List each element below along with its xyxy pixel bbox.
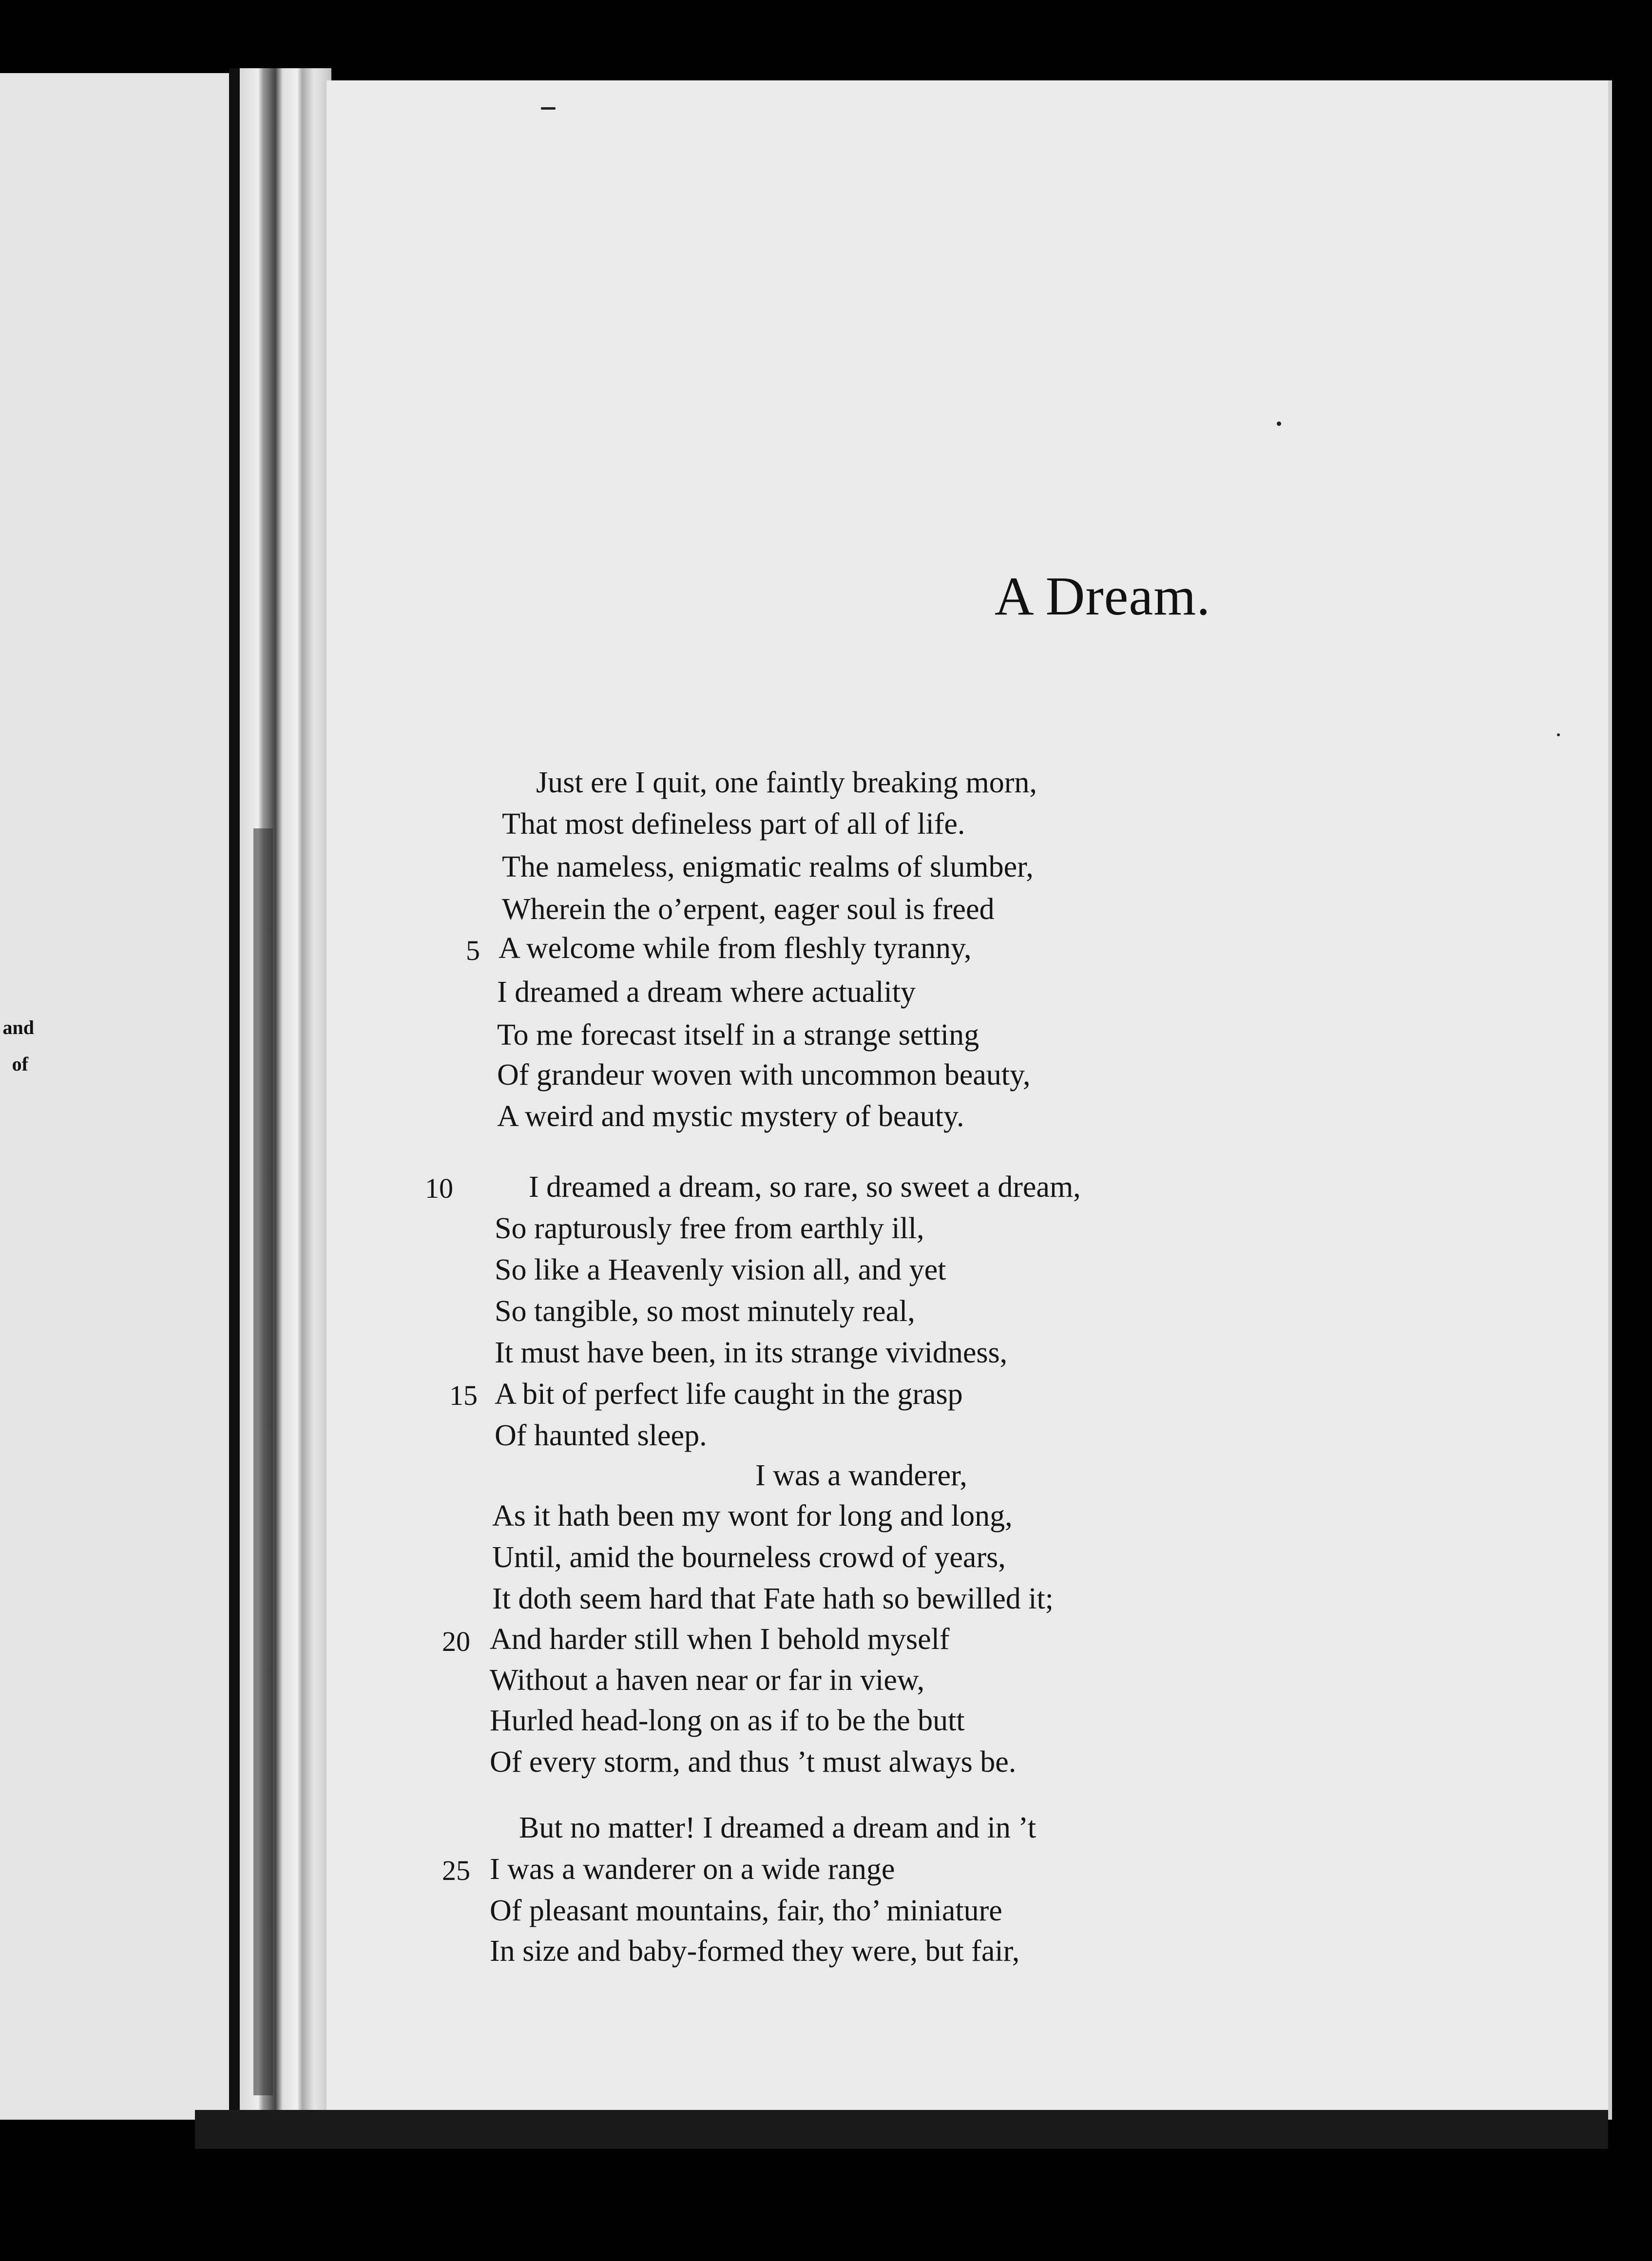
line-number: 15 bbox=[449, 1380, 478, 1411]
book-gutter bbox=[229, 68, 331, 2129]
poem-line: Without a haven near or far in view, bbox=[490, 1664, 925, 1697]
poem-line: Hurled head-long on as if to be the butt bbox=[490, 1704, 965, 1737]
poem-line: But no matter! I dreamed a dream and in ’t bbox=[519, 1811, 1037, 1844]
gutter-shadow bbox=[253, 828, 273, 2095]
poem-body bbox=[327, 80, 1608, 2120]
poem-line: The nameless, enigmatic realms of slumber, bbox=[502, 850, 1034, 883]
poem-line: It doth seem hard that Fate hath so bewilled it; bbox=[492, 1582, 1054, 1615]
poem-line: Of every storm, and thus ’t must always be. bbox=[490, 1745, 1017, 1779]
scan-speck bbox=[541, 107, 556, 110]
scan-speck bbox=[1277, 422, 1281, 426]
poem-line: A welcome while from fleshly tyranny, bbox=[499, 932, 972, 965]
poem-line: A bit of perfect life caught in the grasp bbox=[495, 1378, 963, 1411]
poem-line: So rapturously free from earthly ill, bbox=[495, 1212, 924, 1245]
scan-speck bbox=[1557, 733, 1560, 736]
poem-line: Until, amid the bourneless crowd of years, bbox=[492, 1541, 1006, 1574]
poem-line: So like a Heavenly vision all, and yet bbox=[495, 1253, 946, 1286]
poem-line: To me forecast itself in a strange setting bbox=[497, 1018, 980, 1052]
poem-page bbox=[327, 80, 1612, 2120]
line-number: 5 bbox=[466, 935, 480, 966]
facing-page-fragment: and bbox=[2, 1016, 34, 1038]
poem-title: A Dream. bbox=[994, 566, 1211, 627]
poem-line: I dreamed a dream where actuality bbox=[497, 976, 916, 1009]
line-number: 10 bbox=[425, 1172, 453, 1204]
poem-line: As it hath been my wont for long and long, bbox=[492, 1499, 1013, 1533]
poem-line: I was a wanderer, bbox=[755, 1459, 967, 1492]
facing-page-fragment: of bbox=[12, 1053, 28, 1075]
facing-page bbox=[0, 73, 239, 2120]
poem-line: It must have been, in its strange vividness, bbox=[495, 1336, 1008, 1369]
poem-line: Wherein the o’erpent, eager soul is freed bbox=[502, 893, 995, 926]
poem-line: That most defineless part of all of life. bbox=[502, 807, 965, 841]
poem-line: Of pleasant mountains, fair, tho’ miniature bbox=[490, 1894, 1002, 1927]
page-bottom-edge bbox=[195, 2110, 1608, 2149]
poem-line: Of haunted sleep. bbox=[495, 1419, 707, 1452]
poem-line: Just ere I quit, one faintly breaking morn, bbox=[536, 766, 1037, 799]
poem-line: And harder still when I behold myself bbox=[490, 1623, 950, 1656]
line-number: 20 bbox=[442, 1626, 470, 1657]
poem-line: A weird and mystic mystery of beauty. bbox=[497, 1100, 964, 1133]
line-number: 25 bbox=[442, 1855, 470, 1886]
poem-line: In size and baby-formed they were, but fair, bbox=[490, 1935, 1020, 1968]
poem-line: Of grandeur woven with uncommon beauty, bbox=[497, 1058, 1031, 1092]
poem-line: I dreamed a dream, so rare, so sweet a dream, bbox=[529, 1170, 1081, 1204]
poem-line: I was a wanderer on a wide range bbox=[490, 1853, 895, 1886]
poem-line: So tangible, so most minutely real, bbox=[495, 1295, 915, 1328]
